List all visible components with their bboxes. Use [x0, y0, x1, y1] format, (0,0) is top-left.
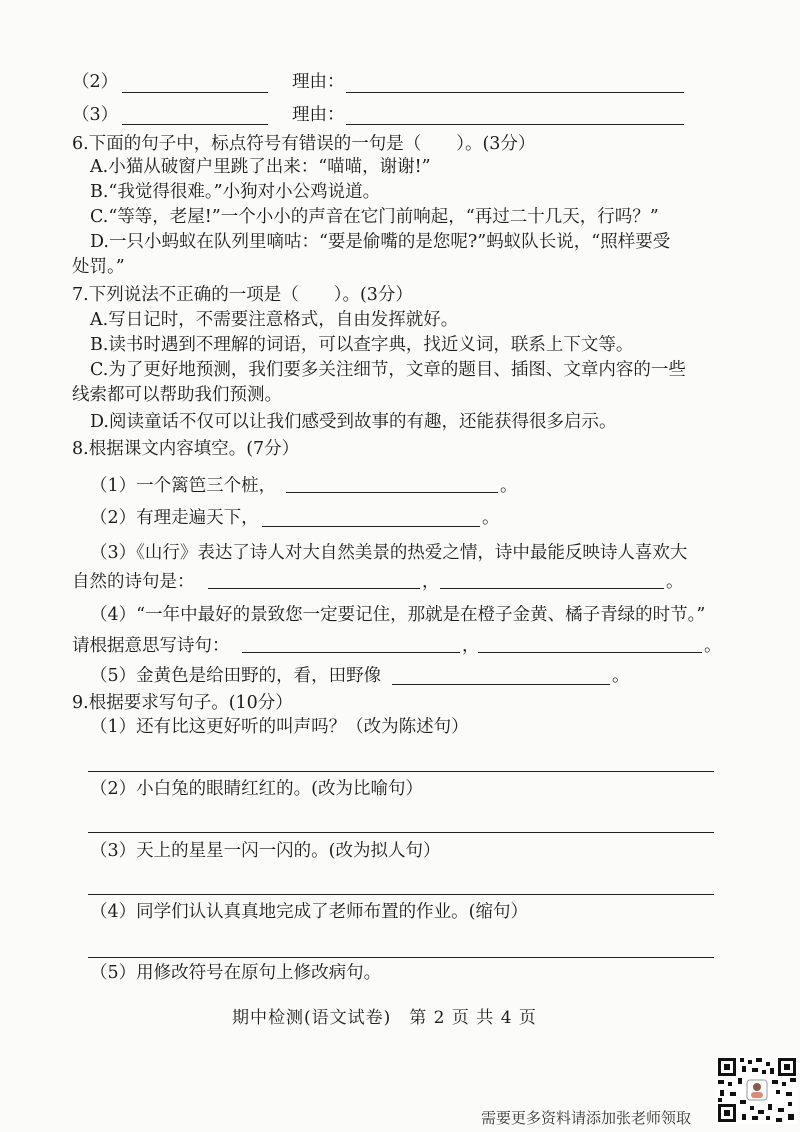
q8-s4-line1: （4）“一年中最好的景致您一定要记住，那就是在橙子金黄、橘子青绿的时节。” — [90, 605, 706, 625]
q8-s1-prompt: （1）一个篱笆三个桩， — [90, 476, 277, 496]
ad-text: 需要更多资料请添加张老师领取 — [481, 1109, 692, 1127]
page-footer: 期中检测(语文试卷) 第 2 页 共 4 页 — [232, 1008, 537, 1028]
qr-code-icon — [716, 1056, 798, 1124]
q8-s3-end: 。 — [666, 572, 684, 592]
q8-s2-blank[interactable] — [262, 526, 480, 527]
q6-option-d-line2: 处罚。” — [72, 257, 125, 277]
q8-s5-end: 。 — [612, 666, 630, 686]
q7-option-c-line2: 线索都可以帮助我们预测。 — [72, 385, 282, 405]
q6-option-a: A.小猫从破窗户里跳了出来：“喵喵，谢谢!” — [90, 157, 431, 177]
row-2-blank[interactable] — [122, 92, 268, 93]
q8-s4-blank-2[interactable] — [478, 652, 702, 653]
q6-option-d-line1: D.一只小蚂蚁在队列里嘀咕：“要是偷嘴的是您呢?”蚂蚁队长说，“照样要受 — [90, 232, 671, 252]
q7-option-a: A.写日记时，不需要注意格式，自由发挥就好。 — [90, 310, 459, 330]
q7-stem: 7.下列说法不正确的一项是（ ）。(3分） — [72, 285, 413, 305]
q9-s2-prompt: （2）小白兔的眼睛红红的。(改为比喻句） — [90, 779, 423, 799]
q8-s5-prompt: （5）金黄色是给田野的，看，田野像 — [90, 666, 382, 686]
q8-s4-end: 。 — [704, 636, 722, 656]
q8-s1-blank[interactable] — [286, 492, 498, 493]
row-3-reason-blank[interactable] — [346, 124, 684, 125]
row-3-reason-label: 理由： — [292, 105, 345, 125]
row-3-blank[interactable] — [122, 124, 268, 125]
q8-s4-blank-1[interactable] — [242, 652, 460, 653]
q7-option-d: D.阅读童话不仅可以让我们感受到故事的有趣，还能获得很多启示。 — [90, 412, 617, 432]
q9-s1-prompt: （1）还有比这更好听的叫声吗？（改为陈述句） — [90, 717, 469, 737]
q8-s2-prompt: （2）有理走遍天下， — [90, 508, 259, 528]
row-3-number: （3） — [72, 105, 119, 125]
q8-s3-blank-1[interactable] — [208, 588, 420, 589]
row-2-reason-label: 理由： — [292, 72, 345, 92]
q9-s2-answer-line[interactable] — [88, 832, 714, 833]
q8-stem: 8.根据课文内容填空。(7分） — [72, 439, 300, 459]
q7-option-c-line1: C.为了更好地预测，我们要多关注细节，文章的题目、插图、文章内容的一些 — [90, 360, 686, 380]
q8-s3-comma: ， — [422, 572, 440, 592]
q8-s3-blank-2[interactable] — [440, 588, 664, 589]
q6-option-c: C.“等等，老屋!”一个小小的声音在它门前响起，“再过二十几天，行吗？” — [90, 207, 659, 227]
q9-stem: 9.根据要求写句子。(10分） — [72, 693, 293, 713]
q9-s4-answer-line[interactable] — [88, 957, 714, 958]
q8-s2-end: 。 — [482, 508, 500, 528]
q9-s3-answer-line[interactable] — [88, 894, 714, 895]
q8-s4-comma: ， — [462, 636, 480, 656]
q8-s4-line2: 请根据意思写诗句： — [72, 636, 230, 656]
q9-s4-prompt: （4）同学们认认真真地完成了老师布置的作业。(缩句） — [90, 902, 528, 922]
q6-option-b: B.“我觉得很难。”小狗对小公鸡说道。 — [90, 182, 381, 202]
q8-s5-blank[interactable] — [392, 684, 610, 685]
q9-s1-answer-line[interactable] — [88, 771, 714, 772]
q9-s5-prompt: （5）用修改符号在原句上修改病句。 — [90, 963, 382, 983]
row-2-number: （2） — [72, 72, 119, 92]
q9-s3-prompt: （3）天上的星星一闪一闪的。(改为拟人句） — [90, 841, 441, 861]
row-2-reason-blank[interactable] — [346, 92, 684, 93]
q7-option-b: B.读书时遇到不理解的词语，可以查字典，找近义词，联系上下文等。 — [90, 335, 634, 355]
q8-s3-line2: 自然的诗句是： — [72, 572, 195, 592]
q8-s3-line1: （3）《山行》表达了诗人对大自然美景的热爱之情，诗中最能反映诗人喜欢大 — [90, 543, 688, 563]
q8-s1-end: 。 — [500, 476, 518, 496]
q6-stem: 6.下面的句子中，标点符号有错误的一句是（ ）。(3分） — [72, 134, 536, 154]
